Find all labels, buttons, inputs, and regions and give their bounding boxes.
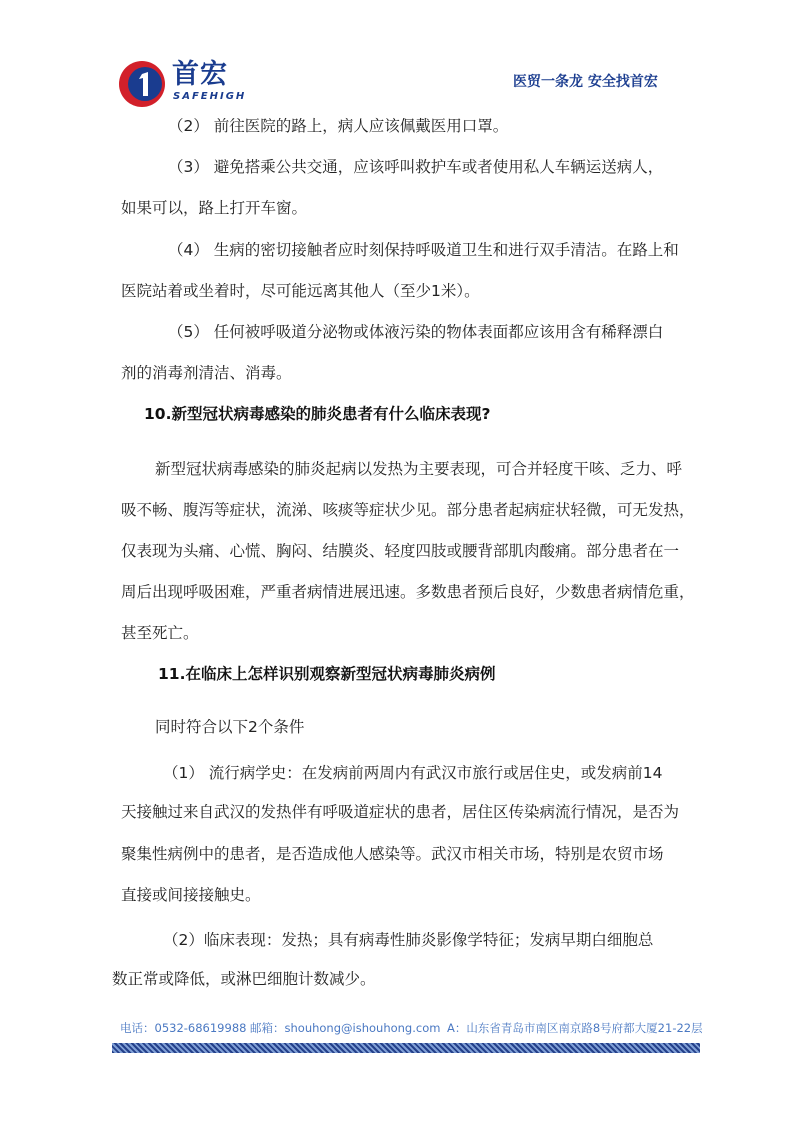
company-logo (118, 58, 248, 110)
text-line: （5） 任何被呼吸道分泌物或体液污染的物体表面都应该用含有稀释漂白 (168, 323, 664, 341)
logo-english-name: SAFEHIGH (173, 91, 247, 102)
text-line: 甚至死亡。 (121, 624, 199, 642)
footer-decorative-bar (112, 1043, 700, 1053)
text-line: 聚集性病例中的患者，是否造成他人感染等。武汉市相关市场，特别是农贸市场 (121, 845, 664, 863)
text-line: 仅表现为头痛、心慌、胸闷、结膜炎、轻度四肢或腰背部肌肉酸痛。部分患者在一 (121, 542, 680, 560)
section-heading-10: 10.新型冠状病毒感染的肺炎患者有什么临床表现? (144, 405, 491, 423)
text-line: 数正常或降低，或淋巴细胞计数减少。 (112, 970, 376, 988)
text-line: 直接或间接接触史。 (121, 886, 261, 904)
text-line: 新型冠状病毒感染的肺炎起病以发热为主要表现，可合并轻度干咳、乏力、呼 (155, 460, 683, 478)
text-line: 吸不畅、腹泻等症状，流涕、咳痰等症状少见。部分患者起病症状轻微，可无发热， (121, 501, 695, 519)
logo-chinese-name: 首宏 (172, 59, 228, 90)
text-line: （1） 流行病学史：在发病前两周内有武汉市旅行或居住史，或发病前14 (163, 764, 663, 782)
text-line: （3） 避免搭乘公共交通，应该呼叫救护车或者使用私人车辆运送病人， (168, 158, 664, 176)
footer-phone: 电话：0532-68619988 (120, 1021, 247, 1035)
text-line: 剂的消毒剂清洁、消毒。 (121, 364, 292, 382)
section-heading-11: 11.在临床上怎样识别观察新型冠状病毒肺炎病例 (158, 665, 496, 683)
text-line: （2）临床表现：发热；具有病毒性肺炎影像学特征；发病早期白细胞总 (163, 931, 654, 949)
text-line: 医院站着或坐着时，尽可能远离其他人（至少1米）。 (121, 282, 480, 300)
text-line: 如果可以，路上打开车窗。 (121, 199, 308, 217)
text-line: （4） 生病的密切接触者应时刻保持呼吸道卫生和进行双手清洁。在路上和 (168, 241, 679, 259)
text-line: 周后出现呼吸困难，严重者病情进展迅速。多数患者预后良好，少数患者病情危重， (121, 583, 695, 601)
text-line: 同时符合以下2个条件 (155, 718, 305, 736)
text-line: （2） 前往医院的路上，病人应该佩戴医用口罩。 (168, 117, 509, 135)
footer-address: A：山东省青岛市南区南京路8号府都大厦21-22层 (447, 1021, 703, 1035)
header-slogan: 医贸一条龙 安全找首宏 (513, 74, 658, 90)
footer-email: 邮箱：shouhong@ishouhong.com (250, 1021, 441, 1035)
text-line: 天接触过来自武汉的发热伴有呼吸道症状的患者，居住区传染病流行情况，是否为 (121, 803, 680, 821)
logo-mark-icon (118, 60, 166, 108)
